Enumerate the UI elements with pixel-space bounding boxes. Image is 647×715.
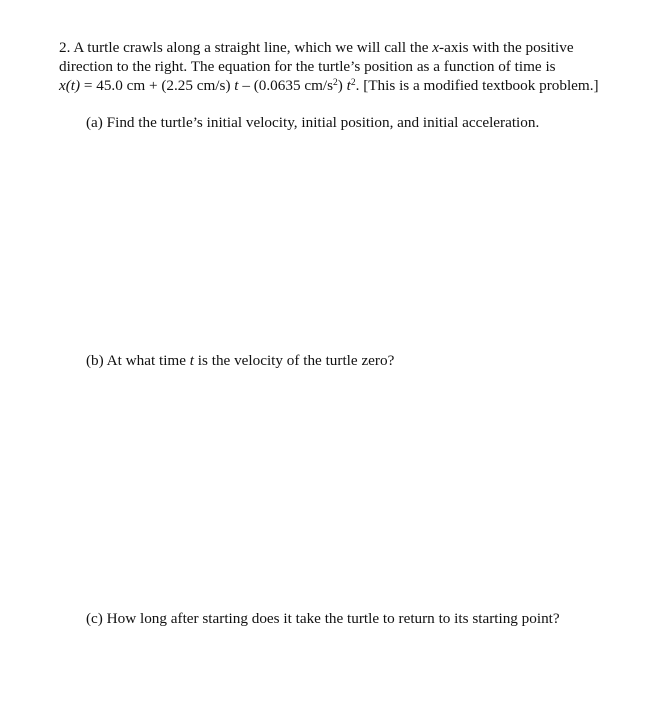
part-b-suffix: is the velocity of the turtle zero? [194,352,395,369]
axis-variable: x [432,39,440,56]
equation-time-var-2: t [346,77,351,94]
part-b-time-var: t [189,352,194,369]
equation-lhs: x(t) [59,77,81,94]
equation-part-c: ) [337,77,347,94]
equation-part-d: . [This is a modified textbook problem.] [355,77,599,94]
problem-line-1 [59,38,634,57]
position-equation [59,76,634,95]
question-part-c: (c) How long after starting does it take the turtle to return to its starting point? [86,610,560,627]
equation-part-b: – (0.0635 cm/s [238,77,334,94]
equation-time-var-1: t [234,77,239,94]
problem-line-1-prefix: 2. A turtle crawls along a straight line, which we will call the [59,39,433,56]
equation-exponent-1: 2 [333,78,338,88]
part-b-prefix: (b) At what time [86,352,190,369]
question-part-b [86,351,394,370]
equation-part-a: = 45.0 cm + (2.25 cm/s) [80,77,235,94]
problem-statement [59,38,634,95]
problem-line-1-suffix: -axis with the positive [439,39,574,56]
equation-exponent-2: 2 [350,78,356,88]
question-part-a: (a) Find the turtle’s initial velocity, initial position, and initial acceleration. [86,114,540,131]
problem-line-2: direction to the right. The equation for the turtle’s position as a function of time is [59,58,556,75]
